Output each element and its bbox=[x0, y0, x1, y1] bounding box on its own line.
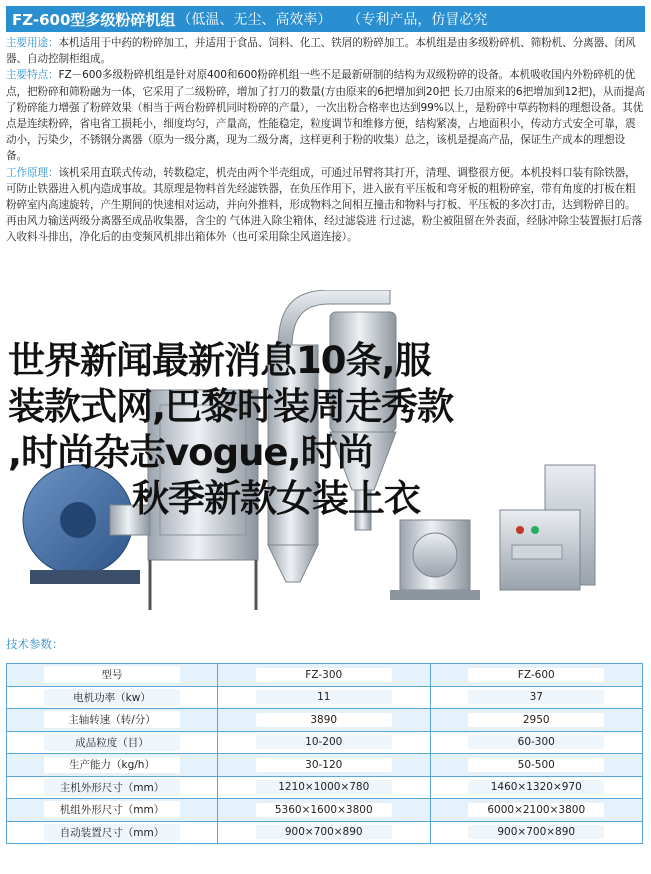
spec-cell-text: 2950 bbox=[468, 713, 604, 727]
intro-paragraph-usage bbox=[6, 35, 645, 67]
spec-section-title: 技术参数： bbox=[6, 637, 64, 651]
intro-text: 该机采用直联式传动，转数稳定，机壳由两个半壳组成，可通过吊臂将其打开，清理、调整很方便。本机投料口装有除铁器，可防止铁器进入机内造成事故。其原理是物料首先经滤铁器，在负压作用下，进入嵌有平压板和弯牙板的粗粉碎室，带有角度的打板在粗粉碎室内高速旋转，产生期间的快速相对运动，并向外推料，形成物料之间相互撞击和物料与打板、平压板的多次打击，达到粉碎目的。再由风力输送两级分离器至成品收集器，含尘的 气体进入除尘箱体，经过滤袋进 行过滤，粉尘被阻留在外表面，经脉冲除尘装置振打后落入收料斗排出，净化后的由变频风机排出箱体外（也可采用除尘风道连接）。 bbox=[6, 166, 643, 244]
spec-fz300-cell bbox=[218, 799, 431, 822]
spec-cell-text: 37 bbox=[468, 690, 604, 704]
overlay-line: ,时尚杂志vogue,时尚 bbox=[8, 431, 373, 474]
spec-cell-text: 电机功率（kw） bbox=[44, 689, 180, 706]
spec-cell-text: 60-300 bbox=[468, 735, 604, 749]
spec-fz600-cell bbox=[430, 776, 643, 799]
spec-label-cell bbox=[7, 731, 218, 754]
header-features: （低温、无尘、高效率） bbox=[177, 12, 332, 28]
spec-fz300-cell bbox=[218, 754, 431, 777]
intro-paragraph-features bbox=[6, 67, 645, 164]
spec-fz600-cell bbox=[430, 754, 643, 777]
spec-fz300-cell bbox=[218, 664, 431, 687]
spec-fz300-cell bbox=[218, 709, 431, 732]
spec-row bbox=[7, 686, 643, 709]
intro-paragraph-principle bbox=[6, 165, 645, 246]
spec-cell-text: 1460×1320×970 bbox=[468, 780, 604, 794]
spec-label-cell bbox=[7, 754, 218, 777]
intro-label: 主要特点： bbox=[6, 69, 59, 82]
header-product: 多级粉碎机组 bbox=[85, 10, 176, 29]
spec-cell-text: 11 bbox=[256, 690, 392, 704]
spec-fz300-cell bbox=[218, 731, 431, 754]
spec-fz300-cell bbox=[218, 686, 431, 709]
spec-row bbox=[7, 799, 643, 822]
spec-label-cell bbox=[7, 664, 218, 687]
spec-fz600-cell bbox=[430, 686, 643, 709]
header-patent: （专利产品，仿冒必究 bbox=[347, 12, 488, 28]
spec-cell-text: 主机外形尺寸（mm） bbox=[44, 779, 180, 796]
spec-cell-text: 自动装置尺寸（mm） bbox=[44, 824, 180, 841]
intro-text: 本机适用于中药的粉碎加工，并适用于食品、饲料、化工、铁屑的粉碎加工。本机组是由多级粉碎机、筛粉机、分离器、闭风器、自动控制柜组成。 bbox=[6, 37, 636, 66]
spec-row bbox=[7, 709, 643, 732]
spec-row bbox=[7, 821, 643, 844]
intro-section bbox=[6, 35, 645, 246]
spec-table bbox=[6, 663, 643, 844]
spec-cell-text: 5360×1600×3800 bbox=[256, 803, 392, 817]
spec-cell-text: 3890 bbox=[256, 713, 392, 727]
spec-cell-text: 型号 bbox=[44, 666, 180, 683]
spec-fz600-cell bbox=[430, 821, 643, 844]
spec-row bbox=[7, 731, 643, 754]
overlay-headline bbox=[8, 338, 648, 522]
spec-fz300-cell bbox=[218, 776, 431, 799]
spec-fz600-cell bbox=[430, 731, 643, 754]
spec-row bbox=[7, 754, 643, 777]
spec-cell-text: 30-120 bbox=[256, 758, 392, 772]
overlay-line: 装款式网,巴黎时装周走秀款 bbox=[8, 385, 454, 428]
spec-fz600-cell bbox=[430, 799, 643, 822]
spec-fz300-cell bbox=[218, 821, 431, 844]
spec-cell-text: 机组外形尺寸（mm） bbox=[44, 801, 180, 818]
spec-row bbox=[7, 664, 643, 687]
spec-label-cell bbox=[7, 821, 218, 844]
page-header bbox=[6, 6, 645, 32]
spec-cell-text: 900×700×890 bbox=[468, 825, 604, 839]
spec-label-cell bbox=[7, 799, 218, 822]
spec-row bbox=[7, 776, 643, 799]
spec-fz600-cell bbox=[430, 664, 643, 687]
spec-cell-text: 50-500 bbox=[468, 758, 604, 772]
spec-cell-text: FZ-300 bbox=[256, 668, 392, 682]
spec-cell-text: 生产能力（kg/h） bbox=[44, 756, 180, 773]
spec-cell-text: 主轴转速（转/分） bbox=[44, 711, 180, 728]
spec-label-cell bbox=[7, 686, 218, 709]
spec-label-cell bbox=[7, 776, 218, 799]
spec-cell-text: 6000×2100×3800 bbox=[468, 803, 604, 817]
spec-fz600-cell bbox=[430, 709, 643, 732]
spec-cell-text: 成品粒度（目） bbox=[44, 734, 180, 751]
overlay-line: 秋季新款女装上衣 bbox=[132, 477, 420, 520]
intro-text: FZ－600多级粉碎机组是针对原400和600粉碎机组一些不足最新研制的结构为双级粉碎的设备。本机吸收国内外粉碎机的优点，把粉碎和筛粉融为一体，它采用了二级粉碎，增加了打刀的数量(方由原来的6把增加到20把 长刀由原来的6把增加到12把)，从而提高了粉碎能力增强了粉碎效果（相当于两台粉碎机同时粉碎的产量），一次出粉合格率也达到99%以上，是粉碎中草药物料的理想设备。其优点是连续粉碎，省电省工损耗小，细度均匀，产量高，性能稳定，粒度调节和维修方便，结构紧凑，占地面积小，传动方式安全可靠，震动小，污染少，不锈钢分离器（原为一级分离，现为二级分离，这样更利于粉的收集）总之，该机是提高产品，保证生产成本的理想设备。 bbox=[6, 69, 645, 163]
spec-cell-text: 900×700×890 bbox=[256, 825, 392, 839]
intro-label: 工作原理： bbox=[6, 166, 59, 179]
spec-label-cell bbox=[7, 709, 218, 732]
intro-label: 主要用途： bbox=[6, 37, 59, 49]
overlay-line: 世界新闻最新消息10条,服 bbox=[8, 339, 431, 382]
spec-cell-text: 10-200 bbox=[256, 735, 392, 749]
spec-cell-text: FZ-600 bbox=[468, 668, 604, 682]
header-model: FZ-600型 bbox=[12, 10, 86, 29]
spec-cell-text: 1210×1000×780 bbox=[256, 780, 392, 794]
